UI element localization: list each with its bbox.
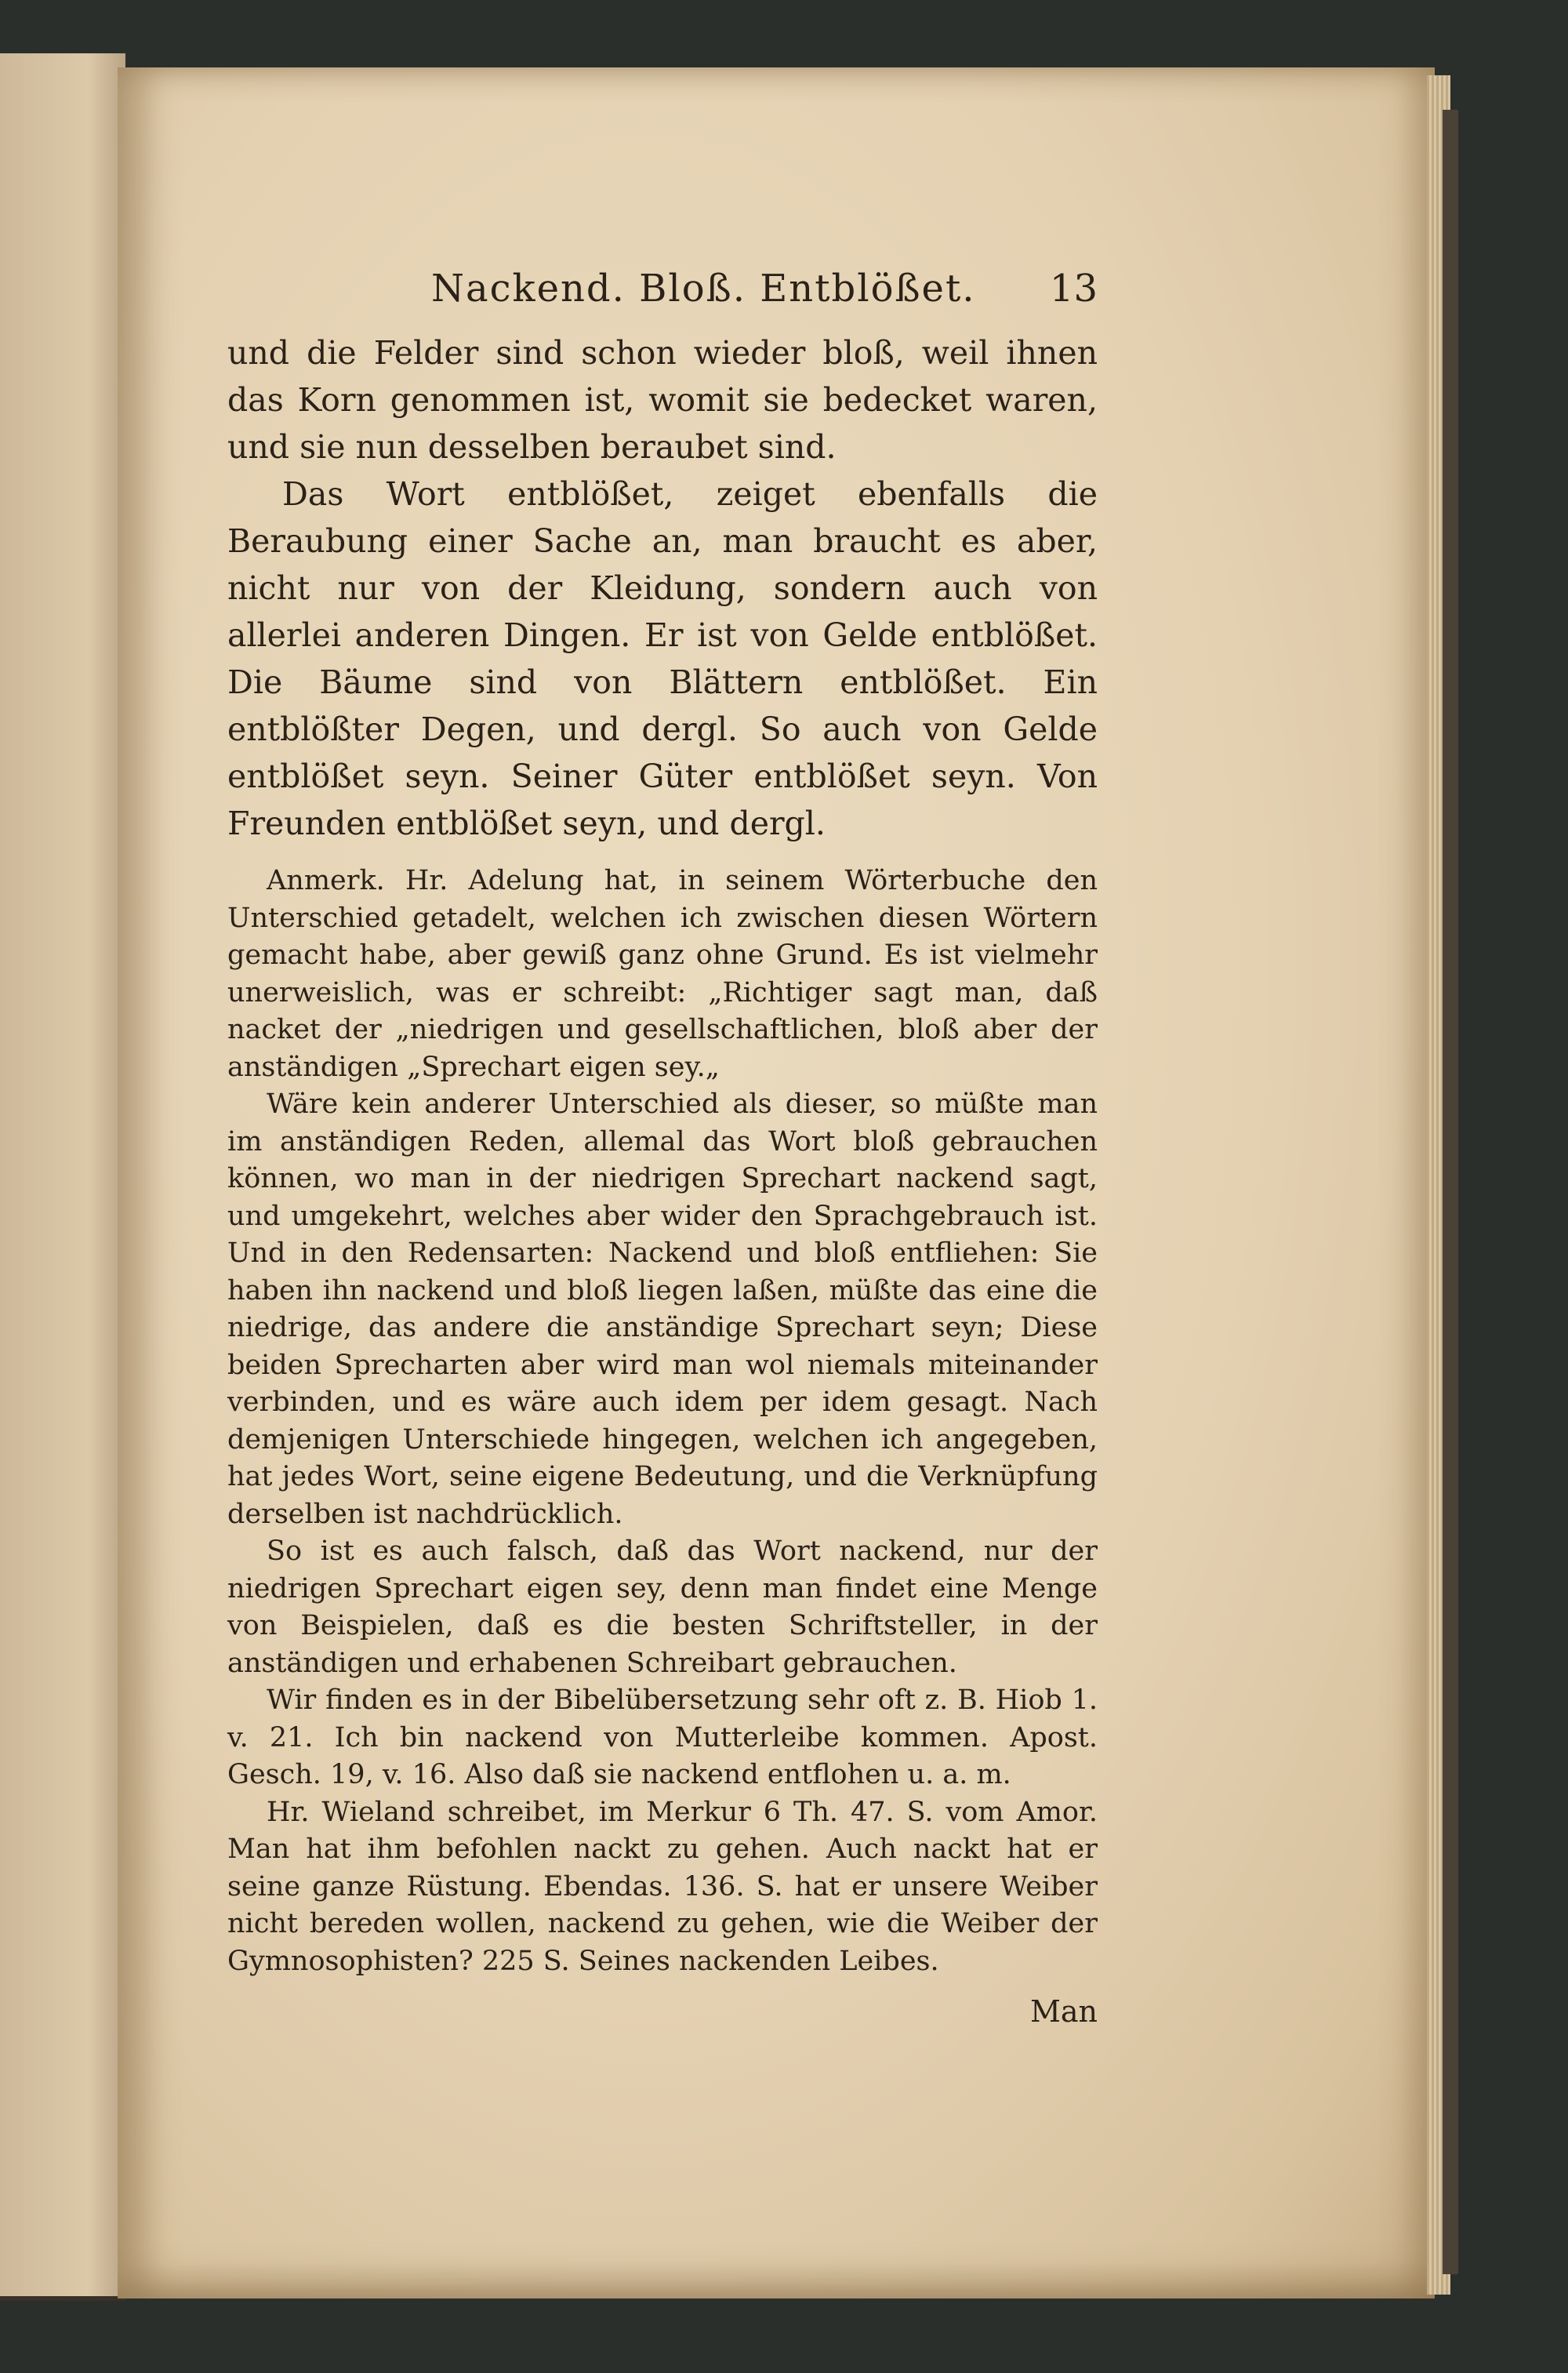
main-paragraph: Das Wort entblößet, zeiget ebenfalls die Beraubung einer Sache an, man braucht es aber, nicht nur von der Kleidung, sondern auch von allerlei anderen Dingen. Er ist von Gelde entblößet. Die Bäume sind von Blättern entblößet. Ein entblößter Degen, und dergl. So auch von Gelde entblößet seyn. Seiner Güter entblößet seyn. Von Freunden entblößet seyn, und dergl. xyxy=(227,475,1098,842)
catchword: Man xyxy=(1029,1994,1098,2029)
page-number: 13 xyxy=(1049,267,1098,311)
running-title: Nackend. Bloß. Entblößet. xyxy=(431,267,976,311)
main-paragraph: und die Felder sind schon wieder bloß, weil ihnen das Korn genommen ist, womit sie bedecket waren, und sie nun desselben beraubet sind. xyxy=(227,334,1098,466)
note-paragraph: Hr. Wieland schreibet, im Merkur 6 Th. 47. S. vom Amor. Man hat ihm befohlen nackt zu gehen. Auch nackt hat er seine ganze Rüstung. Ebendas. 136. S. hat er unsere Weiber nicht bereden wollen, nackend zu gehen, wie die Weiber der Gymnosophisten? 225 S. Seines nackenden Leibes. xyxy=(227,1796,1098,1977)
note-paragraph: Wir finden es in der Bibelübersetzung sehr oft z. B. Hiob 1. v. 21. Ich bin nackend von Mutterleibe kommen. Apost. Gesch. 19, v. 16. Also daß sie nackend entflohen u. a. m. xyxy=(227,1684,1098,1790)
note-paragraph: So ist es auch falsch, daß das Wort nackend, nur der niedrigen Sprechart eigen sey, denn man findet eine Menge von Beispielen, daß es die besten Schriftsteller, in der anständigen und erhabenen Schreibart gebrauchen. xyxy=(227,1535,1098,1679)
book-cover-edge xyxy=(1443,110,1458,2274)
note-paragraph: Anmerk. Hr. Adelung hat, in seinem Wörterbuche den Unterschied getadelt, welchen ich zwischen diesen Wörtern gemacht habe, aber gewiß ganz ohne Grund. Es ist vielmehr unerweislich, was er schreibt: „Richtiger sagt man, daß nacket der „niedrigen und gesellschaftlichen, bloß aber der anständigen „Sprechart eigen sey.„ xyxy=(227,865,1098,1083)
annotation xyxy=(227,863,1098,1980)
note-paragraph: Wäre kein anderer Unterschied als dieser, so müßte man im anständigen Reden, allemal das Wort bloß gebrauchen können, wo man in der niedrigen Sprechart nackend sagt, und umgekehrt, welches aber wider den Sprachgebrauch ist. Und in den Redensarten: Nackend und bloß entfliehen: Sie haben ihn nackend und bloß liegen laßen, müßte das eine die niedrige, das andere die anständige Sprechart seyn; Diese beiden Sprecharten aber wird man wol niemals miteinander verbinden, und es wäre auch idem per idem gesagt. Nach demjenigen Unterschiede hingegen, welchen ich angegeben, hat jedes Wort, seine eigene Bedeutung, und die Verknüpfung derselben ist nachdrücklich. xyxy=(227,1088,1098,1530)
running-head xyxy=(227,259,1098,329)
main-text xyxy=(227,329,1098,847)
previous-page-edge xyxy=(0,53,125,2301)
page-text xyxy=(227,259,1098,2029)
